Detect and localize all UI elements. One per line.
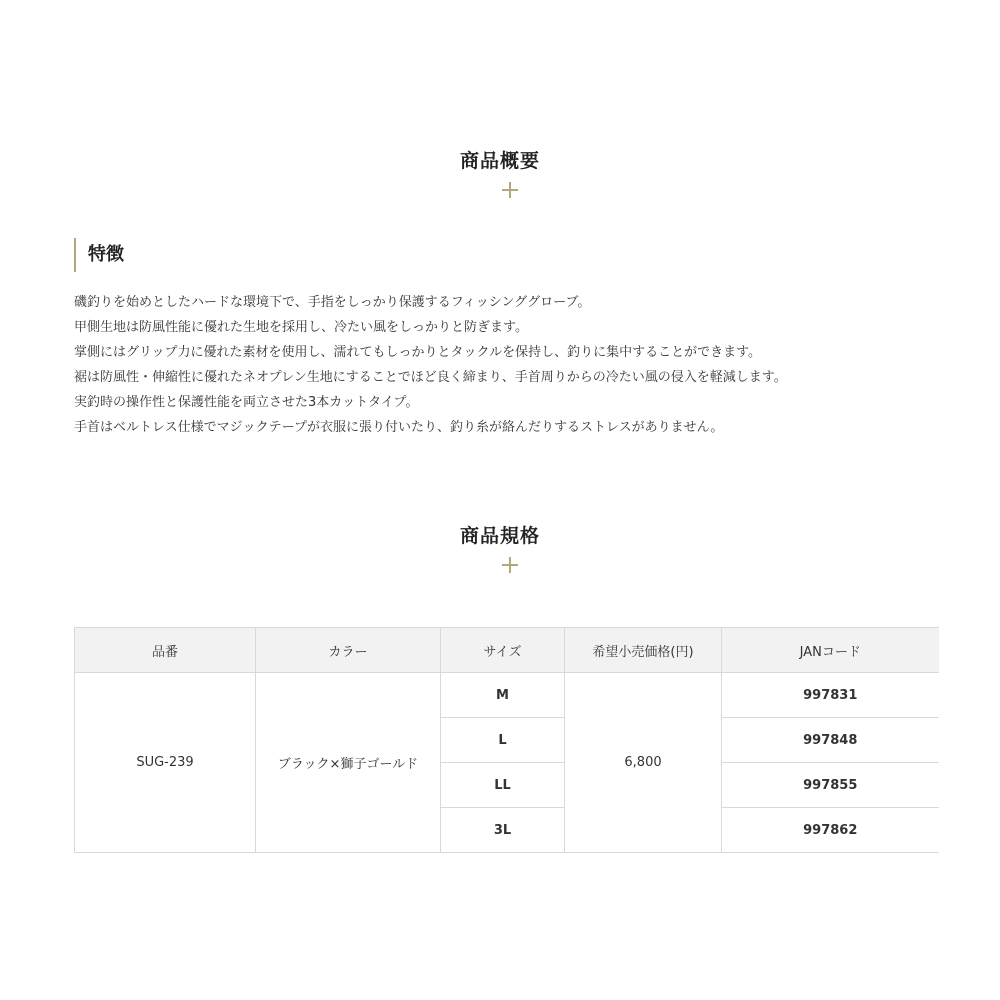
- feature-item: 手首はベルトレス仕様でマジックテープが衣服に張り付いたり、釣り糸が絡んだりするストレスがありません。: [74, 420, 724, 435]
- size-cell: M: [441, 673, 565, 718]
- plus-icon: [502, 557, 518, 573]
- header-jan: JANコード: [722, 628, 939, 673]
- header-size: サイズ: [441, 628, 565, 673]
- jan-cell: 997855: [722, 763, 939, 808]
- product-code-cell: SUG-239: [75, 673, 256, 853]
- price-cell: 6,800: [565, 673, 722, 853]
- feature-item: 磯釣りを始めとしたハードな環境下で、手指をしっかり保護するフィッシンググローブ。: [74, 295, 591, 310]
- table-row: [75, 673, 939, 718]
- size-cell: L: [441, 718, 565, 763]
- color-cell: ブラック×獅子ゴールド: [256, 673, 441, 853]
- plus-icon: [502, 182, 518, 198]
- feature-item: 掌側にはグリップ力に優れた素材を使用し、濡れてもしっかりとタックルを保持し、釣りに集中することができます。: [74, 345, 762, 360]
- header-color: カラー: [256, 628, 441, 673]
- feature-list: [74, 290, 954, 440]
- spec-table: [74, 627, 939, 853]
- feature-heading: 特徴: [74, 238, 124, 272]
- size-cell: 3L: [441, 808, 565, 853]
- header-product-code: 品番: [75, 628, 256, 673]
- feature-item: 裾は防風性・伸縮性に優れたネオプレン生地にすることでほど良く締まり、手首周りからの冷たい風の侵入を軽減します。: [74, 370, 787, 385]
- jan-cell: 997831: [722, 673, 939, 718]
- jan-cell: 997862: [722, 808, 939, 853]
- header-price: 希望小売価格(円): [565, 628, 722, 673]
- spec-title: 商品規格: [459, 525, 540, 547]
- jan-cell: 997848: [722, 718, 939, 763]
- overview-title: 商品概要: [459, 150, 540, 172]
- feature-item: 甲側生地は防風性能に優れた生地を採用し、冷たい風をしっかりと防ぎます。: [74, 320, 528, 335]
- size-cell: LL: [441, 763, 565, 808]
- table-header-row: [75, 628, 939, 673]
- feature-item: 実釣時の操作性と保護性能を両立させた3本カットタイプ。: [74, 395, 419, 410]
